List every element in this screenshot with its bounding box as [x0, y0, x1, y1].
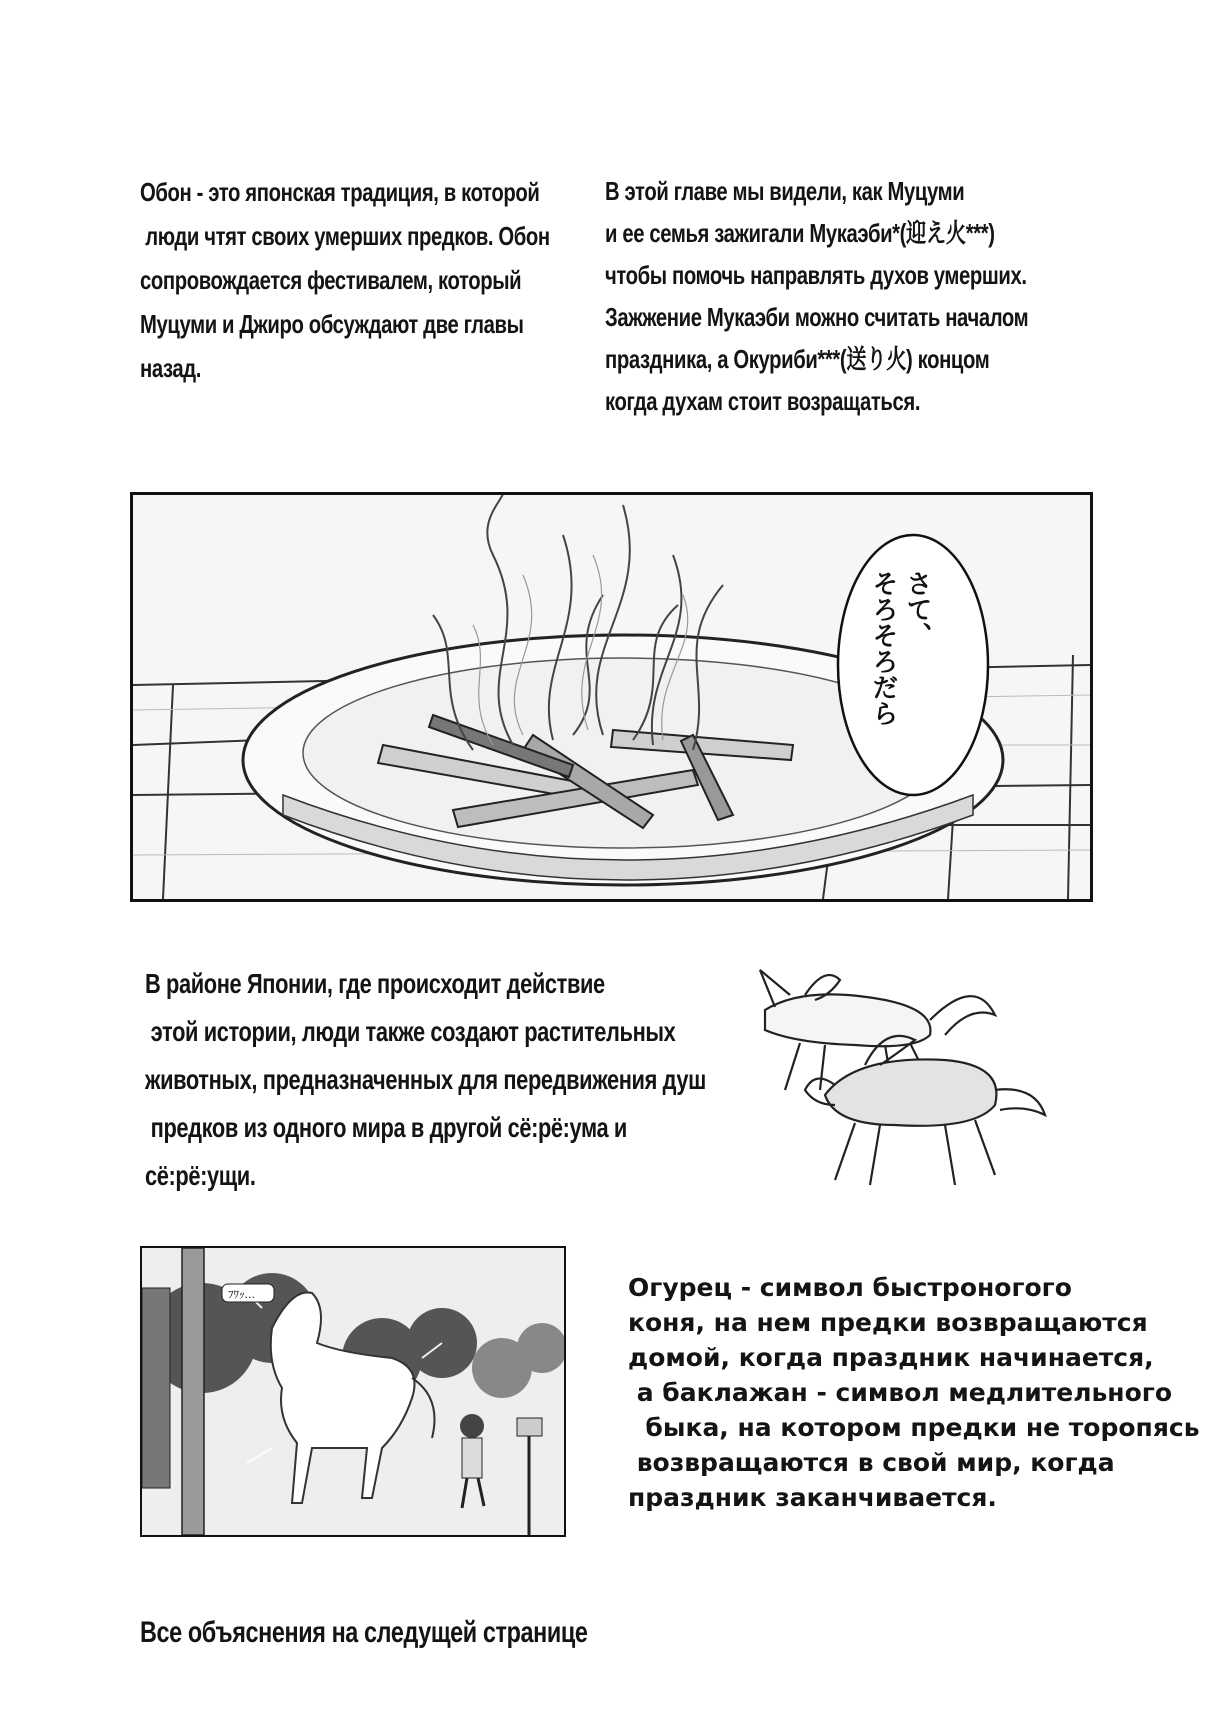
note-line: праздник заканчивается.	[628, 1483, 997, 1512]
note-line: животных, предназначенных для передвижения душ	[145, 1064, 706, 1095]
note-line: Зажжение Мукаэби можно считать началом	[605, 302, 1029, 332]
note-line: чтобы помочь направлять духов умерших.	[605, 260, 1027, 290]
mailbox	[517, 1418, 542, 1436]
footer-note	[140, 1613, 714, 1653]
panel-spirit-horse	[140, 1246, 566, 1537]
note-line: предков из одного мира в другой сё:рё:ума и	[145, 1112, 627, 1143]
note-line: Огурец - символ быстроногого	[628, 1273, 1072, 1302]
note-line: праздника, а Окуриби***(送り火) концом	[605, 344, 990, 374]
note-line: быка, на котором предки не торопясь	[628, 1413, 1200, 1442]
note-line: этой истории, люди также создают растительных	[145, 1016, 676, 1047]
translator-note-mukaebi	[605, 170, 1148, 422]
note-line: Обон - это японская традиция, в которой	[140, 177, 540, 207]
translator-note-obon	[140, 170, 665, 390]
fire-illustration	[133, 495, 1090, 899]
speech-text	[866, 570, 934, 790]
speech-line: そろそろだら	[868, 570, 898, 726]
footer-text: Все объяснения на следущей странице	[140, 1616, 588, 1649]
note-line: Муцуми и Джиро обсуждают две главы	[140, 309, 524, 339]
pillar	[182, 1248, 204, 1535]
note-line: сопровождается фестивалем, который	[140, 265, 522, 295]
note-line: люди чтят своих умерших предков. Обон	[140, 221, 550, 251]
horse-illustration	[142, 1248, 564, 1535]
panel-mukaebi-fire	[130, 492, 1093, 902]
sfx-text: ﾌﾜｯ...	[228, 1288, 255, 1301]
translator-note-cucumber-eggplant	[628, 1270, 1200, 1515]
note-line: когда духам стоит возращаться.	[605, 386, 921, 416]
note-line: возвращаются в свой мир, когда	[628, 1448, 1115, 1477]
speech-line: さて、	[902, 570, 932, 648]
note-line: В этой главе мы видели, как Муцуми	[605, 176, 965, 206]
note-line: назад.	[140, 353, 202, 383]
vegetable-animals-illustration	[745, 965, 1075, 1205]
note-line: домой, когда праздник начинается,	[628, 1343, 1154, 1372]
note-line: В районе Японии, где происходит действие	[145, 968, 605, 999]
note-line: и ее семья зажигали Мукаэби*(迎え火***)	[605, 218, 995, 248]
note-line: а баклажан - символ медлительного	[628, 1378, 1172, 1407]
note-line: сё:рё:ущи.	[145, 1160, 256, 1191]
note-line: коня, на нем предки возвращаются	[628, 1308, 1148, 1337]
